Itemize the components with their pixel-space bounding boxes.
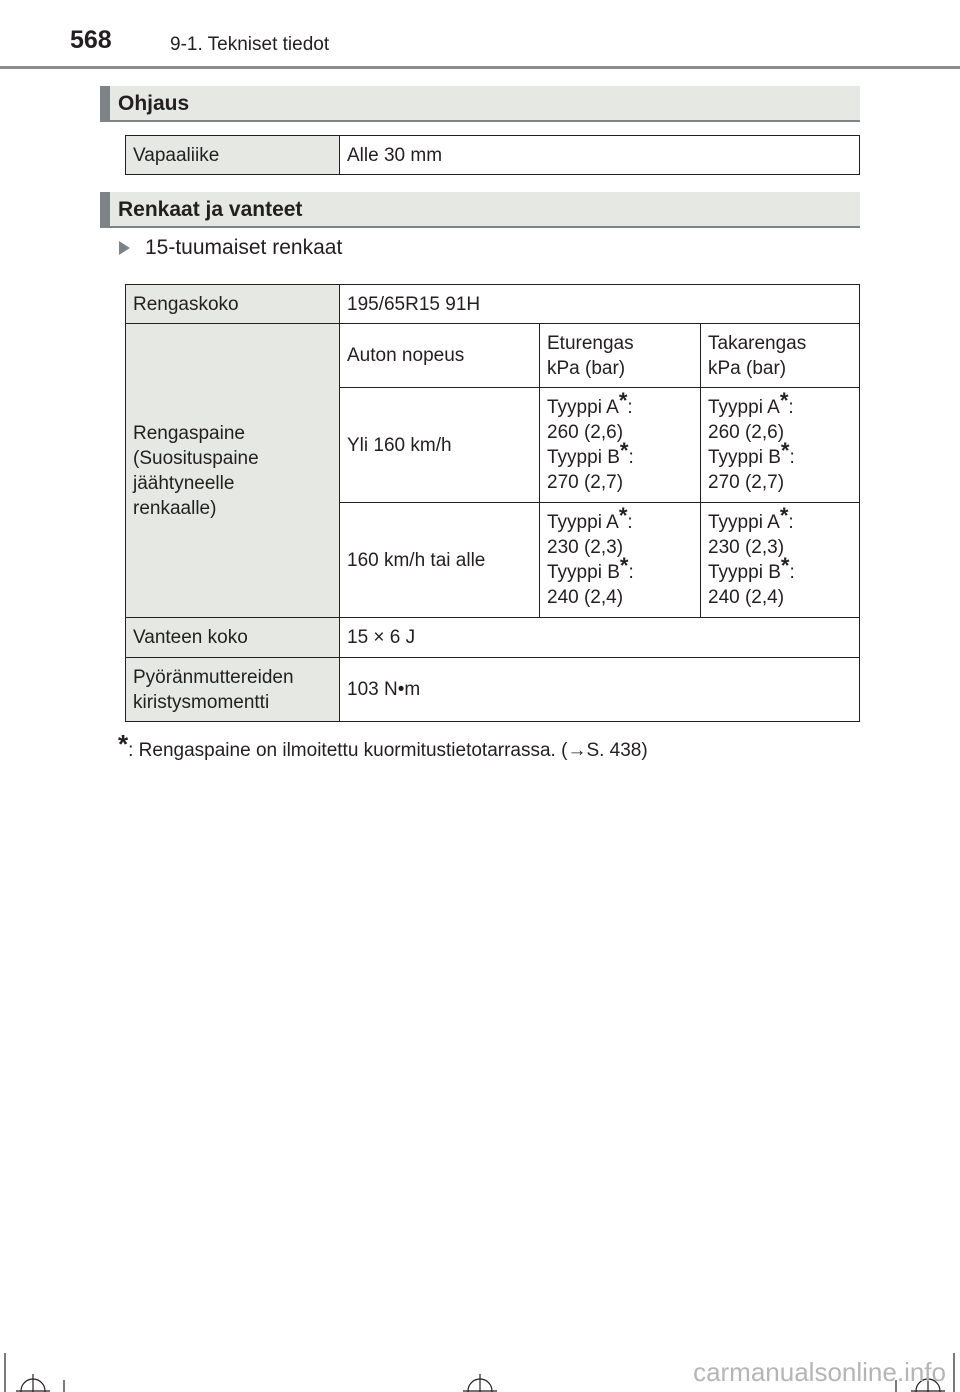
free-play-value: Alle 30 mm	[340, 136, 860, 175]
rim-size-value: 15 × 6 J	[340, 618, 860, 658]
speed-cell: 160 km/h tai alle	[340, 503, 540, 618]
speed-header: Auton nopeus	[340, 324, 540, 388]
subheading-15-inch	[119, 236, 342, 260]
section-heading-tires: Renkaat ja vanteet	[100, 192, 860, 228]
tire-size-value: 195/65R15 91H	[340, 285, 860, 324]
torque-label: Pyöränmuttereiden kiristysmomentti	[126, 658, 340, 722]
table-row	[126, 136, 860, 175]
front-header: Eturengas kPa (bar)	[540, 324, 701, 388]
footnote-star: *	[118, 729, 129, 759]
rim-size-label: Vanteen koko	[126, 618, 340, 658]
front-pressure-cell: Tyyppi A*: 260 (2,6) Tyyppi B*: 270 (2,7)	[540, 388, 701, 503]
chapter-title: 9-1. Tekniset tiedot	[170, 34, 330, 55]
table-row	[126, 285, 860, 324]
tire-table	[125, 284, 860, 722]
free-play-label: Vapaaliike	[126, 136, 340, 175]
table-row	[126, 618, 860, 658]
subheading-text: 15-tuumaiset renkaat	[145, 236, 343, 259]
rear-pressure-cell: Tyyppi A*: 230 (2,3) Tyyppi B*: 240 (2,4)	[701, 503, 860, 618]
rear-pressure-cell: Tyyppi A*: 260 (2,6) Tyyppi B*: 270 (2,7)	[701, 388, 860, 503]
steering-table	[125, 135, 860, 175]
footnote	[118, 729, 648, 763]
pressure-label: Rengaspaine (Suosituspaine jäähtyneelle renkaalle)	[126, 324, 340, 618]
table-row	[126, 658, 860, 722]
table-row	[126, 324, 860, 388]
header-rule	[0, 66, 960, 69]
page-number: 568	[70, 26, 112, 54]
section-heading-steering: Ohjaus	[100, 86, 860, 122]
tire-size-label: Rengaskoko	[126, 285, 340, 324]
rear-header: Takarengas kPa (bar)	[701, 324, 860, 388]
footnote-text: : Rengaspaine on ilmoitettu kuormitustietotarrassa. (→S. 438)	[128, 740, 648, 761]
torque-value: 103 N•m	[340, 658, 860, 722]
front-pressure-cell: Tyyppi A*: 230 (2,3) Tyyppi B*: 240 (2,4)	[540, 503, 701, 618]
triangle-bullet-icon	[119, 241, 130, 255]
speed-cell: Yli 160 km/h	[340, 388, 540, 503]
watermark: carmanualsonline.info	[693, 1357, 946, 1387]
